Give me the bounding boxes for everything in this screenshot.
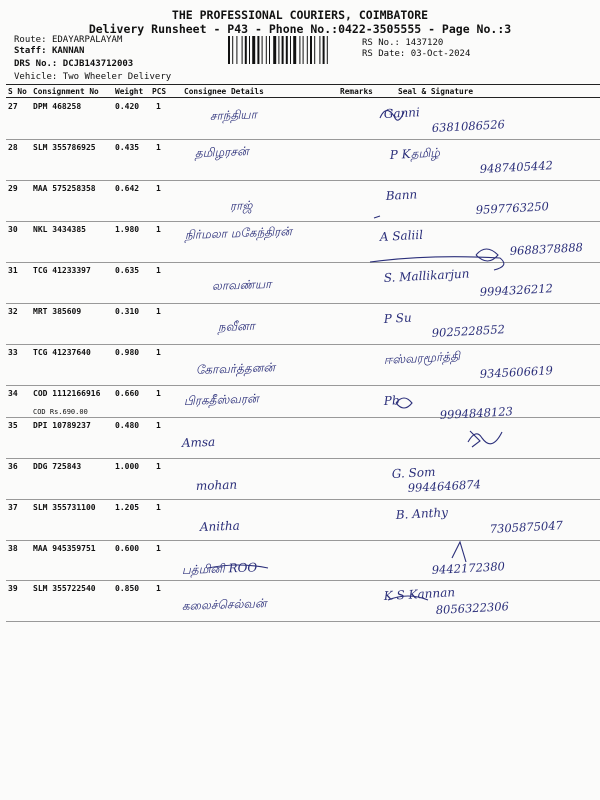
col-sno: S No xyxy=(8,87,27,96)
signature-handwriting: Bann xyxy=(385,187,418,203)
vehicle-label: Vehicle: xyxy=(14,72,58,82)
phone-handwriting: 7305875047 xyxy=(489,518,564,536)
consignee-handwriting: Amsa xyxy=(181,434,216,450)
col-remarks: Remarks xyxy=(340,87,373,96)
row-consignment-no: SLM 355731100 xyxy=(33,503,96,512)
phone-handwriting: 9487405442 xyxy=(479,158,554,176)
row-sno: 36 xyxy=(8,462,18,471)
col-consignee: Consignee Details xyxy=(184,87,264,96)
row-sno: 34 xyxy=(8,389,18,398)
row-pcs: 1 xyxy=(156,225,161,234)
phone-handwriting: 9597763250 xyxy=(475,199,550,217)
row-consignment-no: DDG 725843 xyxy=(33,462,82,471)
row-sno: 30 xyxy=(8,225,18,234)
row-consignment-no: COD 1112166916 xyxy=(33,389,101,398)
row-weight: 1.205 xyxy=(115,503,140,512)
row-pcs: 1 xyxy=(156,184,161,193)
signature-handwriting: B. Anthy xyxy=(395,505,449,522)
row-consignment-no: MRT 385609 xyxy=(33,307,82,316)
consignee-handwriting: ராஜ் xyxy=(229,198,253,213)
row-consignment-no: MAA 575258358 xyxy=(33,184,96,193)
col-seal-signature: Seal & Signature xyxy=(398,87,474,96)
signature-handwriting: P Su xyxy=(383,310,412,326)
row-weight: 0.660 xyxy=(115,389,140,398)
row-weight: 0.635 xyxy=(115,266,140,275)
row-sno: 27 xyxy=(8,102,18,111)
runsheet-subtitle: Delivery Runsheet - P43 - Phone No.:0422-3505555 - Page No.:3 xyxy=(88,22,512,36)
consignee-handwriting: mohan xyxy=(195,477,238,493)
row-pcs: 1 xyxy=(156,421,161,430)
row-weight: 0.980 xyxy=(115,348,140,357)
phone-handwriting: 6381086526 xyxy=(431,117,506,135)
row-pcs: 1 xyxy=(156,544,161,553)
row-consignment-no: DPM 468258 xyxy=(33,102,82,111)
consignee-handwriting: பிரகதீஸ்வரன் xyxy=(183,391,259,408)
signature-handwriting: P Kதமிழ் xyxy=(389,145,441,162)
drs-label: DRS No.: xyxy=(14,59,58,69)
consignee-handwriting: கோவர்த்தனன் xyxy=(195,360,276,377)
pen-stroke xyxy=(452,542,466,562)
vehicle-value: Two Wheeler Delivery xyxy=(62,72,172,82)
staff-value: KANNAN xyxy=(51,46,85,56)
drs-value: DCJB143712003 xyxy=(62,59,134,69)
rs-no-value: 1437120 xyxy=(405,38,444,48)
pen-stroke xyxy=(476,249,498,261)
signature-handwriting: S. Mallikarjun xyxy=(383,266,470,285)
col-weight: Weight xyxy=(115,87,144,96)
row-pcs: 1 xyxy=(156,389,161,398)
row-cod-amount: COD Rs.690.00 xyxy=(33,408,88,416)
row-pcs: 1 xyxy=(156,102,161,111)
row-consignment-no: SLM 355722540 xyxy=(33,584,96,593)
rs-date-value: 03-Oct-2024 xyxy=(410,49,471,59)
signature-handwriting: G. Som xyxy=(391,464,436,481)
route-label: Route: xyxy=(14,35,47,45)
row-consignment-no: NKL 3434385 xyxy=(33,225,86,234)
signature-handwriting: Pb xyxy=(383,393,400,408)
row-weight: 0.435 xyxy=(115,143,140,152)
consignee-handwriting: லாவண்யா xyxy=(211,276,272,293)
row-pcs: 1 xyxy=(156,348,161,357)
signature-handwriting: A Saliil xyxy=(379,227,424,244)
phone-handwriting: 9994848123 xyxy=(439,404,514,422)
row-weight: 0.310 xyxy=(115,307,140,316)
phone-handwriting: 9442172380 xyxy=(431,559,506,577)
row-sno: 29 xyxy=(8,184,18,193)
row-weight: 0.600 xyxy=(115,544,140,553)
row-consignment-no: TCG 41237640 xyxy=(33,348,91,357)
consignee-handwriting: தமிழரசன் xyxy=(194,144,249,160)
phone-handwriting: 9994326212 xyxy=(479,281,554,299)
row-pcs: 1 xyxy=(156,266,161,275)
rs-date-label: RS Date: xyxy=(362,49,406,59)
row-pcs: 1 xyxy=(156,462,161,471)
row-consignment-no: TCG 41233397 xyxy=(33,266,91,275)
row-weight: 0.420 xyxy=(115,102,140,111)
phone-handwriting: 9345606619 xyxy=(479,363,554,381)
phone-handwriting: 8056322306 xyxy=(435,599,510,617)
row-consignment-no: MAA 945359751 xyxy=(33,544,96,553)
row-pcs: 1 xyxy=(156,307,161,316)
phone-handwriting: 9025228552 xyxy=(431,322,506,340)
row-sno: 37 xyxy=(8,503,18,512)
row-weight: 0.480 xyxy=(115,421,140,430)
row-pcs: 1 xyxy=(156,143,161,152)
row-consignment-no: SLM 355786925 xyxy=(33,143,96,152)
rs-no-label: RS No.: xyxy=(362,38,400,48)
consignee-handwriting: நவீனா xyxy=(217,318,256,334)
row-sno: 33 xyxy=(8,348,18,357)
consignee-handwriting: சாந்தியா xyxy=(209,107,258,123)
phone-handwriting: 9688378888 xyxy=(509,240,584,258)
col-pcs: PCS xyxy=(152,87,167,96)
row-weight: 1.000 xyxy=(115,462,140,471)
company-title: THE PROFESSIONAL COURIERS, COIMBATORE xyxy=(171,8,429,22)
route-value: EDAYARPALAYAM xyxy=(51,35,123,45)
row-weight: 1.980 xyxy=(115,225,140,234)
row-weight: 0.850 xyxy=(115,584,140,593)
phone-handwriting: 9944646874 xyxy=(407,477,482,495)
row-consignment-no: DPI 10789237 xyxy=(33,421,91,430)
signature-handwriting: Ganni xyxy=(383,105,421,121)
row-sno: 31 xyxy=(8,266,18,275)
staff-label: Staff: xyxy=(14,46,47,56)
signature-handwriting: K S Kannan xyxy=(383,585,456,603)
consignee-handwriting: பத்மினி ROO xyxy=(181,560,258,577)
pen-stroke xyxy=(374,216,380,218)
row-pcs: 1 xyxy=(156,584,161,593)
row-weight: 0.642 xyxy=(115,184,140,193)
consignee-handwriting: கலைச்செல்வன் xyxy=(181,596,267,613)
row-sno: 38 xyxy=(8,544,18,553)
row-sno: 28 xyxy=(8,143,18,152)
row-sno: 32 xyxy=(8,307,18,316)
row-pcs: 1 xyxy=(156,503,161,512)
row-sno: 35 xyxy=(8,421,18,430)
col-consignment: Consignment No xyxy=(33,87,99,96)
consignee-handwriting: நிர்மலா மகேந்திரன் xyxy=(184,224,293,242)
signature-handwriting: ஈஸ்வரமூர்த்தி xyxy=(383,349,461,367)
pen-stroke xyxy=(470,431,480,447)
consignee-handwriting: Anitha xyxy=(199,518,241,534)
row-sno: 39 xyxy=(8,584,18,593)
